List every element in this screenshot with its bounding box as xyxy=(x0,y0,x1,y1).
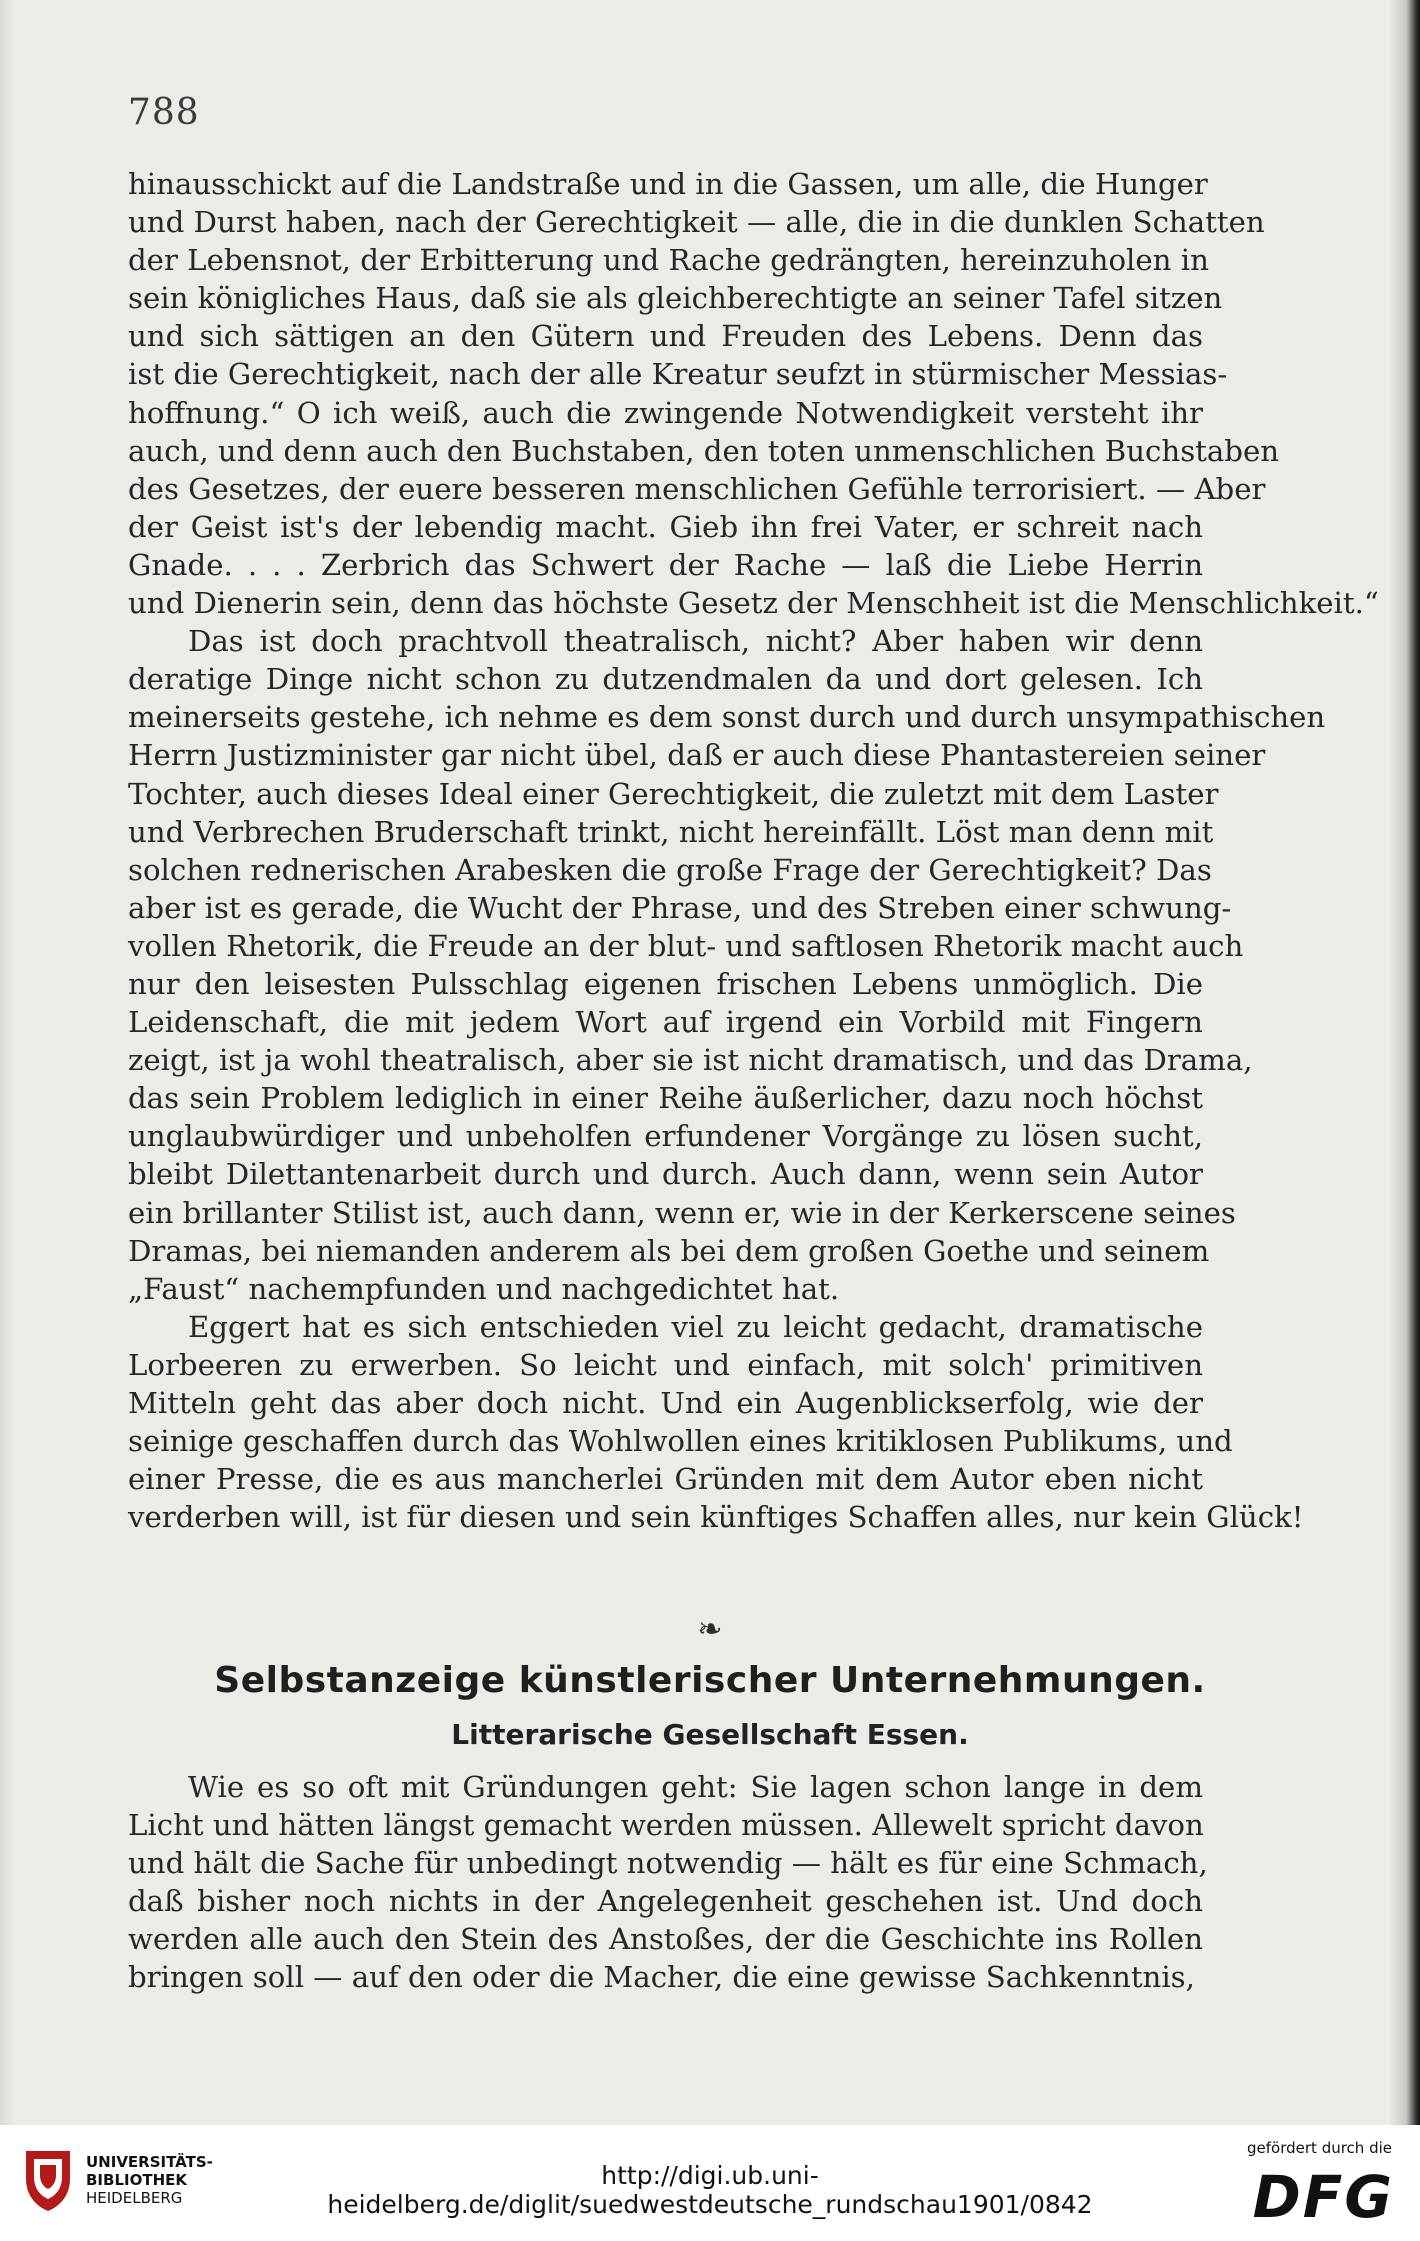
scan-right-edge xyxy=(1386,0,1420,2125)
text-line: der Lebensnot, der Erbitterung und Rache gedrängten, hereinzuholen in xyxy=(128,243,1209,278)
text-line: deratige Dinge nicht schon zu dutzendmalen da und dort gelesen. Ich xyxy=(128,662,1203,697)
text-line: bleibt Dilettantenarbeit durch und durch. Auch dann, wenn sein Autor xyxy=(128,1157,1203,1192)
page-number: 788 xyxy=(128,92,200,133)
text-line: werden alle auch den Stein des Anstoßes, der die Geschichte ins Rollen xyxy=(128,1922,1203,1957)
paragraph xyxy=(128,1308,1304,1537)
text-line: hoffnung.“ O ich weiß, auch die zwingende Notwendigkeit versteht ihr xyxy=(128,395,1203,430)
text-line: ist die Gerechtigkeit, nach der alle Kreatur seufzt in stürmischer Messias- xyxy=(128,357,1228,392)
text-line: Lorbeeren zu erwerben. So leicht und einfach, mit solch' primitiven xyxy=(128,1347,1203,1382)
text-line: vollen Rhetorik, die Freude an der blut- und saftlosen Rhetorik macht auch xyxy=(128,928,1244,963)
text-line: und Verbrechen Bruderschaft trinkt, nicht hereinfällt. Löst man denn mit xyxy=(128,814,1214,849)
section-subtitle: Litterarische Gesellschaft Essen. xyxy=(451,1718,969,1751)
text-line: unglaubwürdiger und unbeholfen erfundener Vorgänge zu lösen sucht, xyxy=(128,1119,1203,1154)
body-text-main xyxy=(128,165,1379,1536)
text-line: und hält die Sache für unbedingt notwendig — hält es für eine Schmach, xyxy=(128,1846,1208,1881)
funding-caption: gefördert durch die xyxy=(1247,2139,1392,2157)
text-line: aber ist es gerade, die Wucht der Phrase, und des Streben einer schwung- xyxy=(128,890,1232,925)
text-line: sein königliches Haus, daß sie als gleichberechtigte an seiner Tafel sitzen xyxy=(128,281,1223,316)
text-line: seinige geschaffen durch das Wohlwollen eines kritiklosen Publikums, und xyxy=(128,1424,1233,1459)
text-line: hinausschickt auf die Landstraße und in die Gassen, um alle, die Hunger xyxy=(128,167,1208,201)
text-line: ein brillanter Stilist ist, auch dann, wenn er, wie in der Kerkerscene seines xyxy=(128,1195,1236,1230)
scan-left-edge xyxy=(0,0,14,2125)
text-line: Tochter, auch dieses Ideal einer Gerechtigkeit, die zuletzt mit dem Laster xyxy=(128,776,1219,811)
text-line: das sein Problem lediglich in einer Reihe äußerlicher, dazu noch höchst xyxy=(128,1081,1203,1116)
text-line: Eggert hat es sich entschieden viel zu leicht gedacht, dramatische xyxy=(188,1309,1203,1344)
text-line: und sich sättigen an den Gütern und Freuden des Lebens. Denn das xyxy=(128,319,1203,354)
library-name-line1: UNIVERSITÄTS- xyxy=(86,2153,213,2171)
text-line: solchen rednerischen Arabesken die große Frage der Gerechtigkeit? Das xyxy=(128,852,1212,887)
text-line: meinerseits gestehe, ich nehme es dem sonst durch und durch unsympathischen xyxy=(128,700,1326,735)
text-line: Mitteln geht das aber doch nicht. Und ein Augenblickserfolg, wie der xyxy=(128,1386,1203,1420)
viewer-footer xyxy=(0,2125,1420,2241)
text-line: nur den leisesten Pulsschlag eigenen frischen Lebens unmöglich. Die xyxy=(128,966,1203,1001)
text-line: daß bisher noch nichts in der Angelegenheit geschehen ist. Und doch xyxy=(128,1884,1203,1919)
text-line: der Geist ist's der lebendig macht. Gieb ihn frei Vater, er schreit nach xyxy=(128,509,1203,544)
text-line: Leidenschaft, die mit jedem Wort auf irgend ein Vorbild mit Fingern xyxy=(128,1005,1203,1040)
section-title: Selbstanzeige künstlerischer Unternehmungen. xyxy=(214,1660,1206,1701)
text-line: des Gesetzes, der euere besseren menschlichen Gefühle terrorisiert. — Aber xyxy=(128,471,1266,506)
text-line: und Durst haben, nach der Gerechtigkeit — alle, die in die dunklen Schatten xyxy=(128,205,1265,240)
section-ornament: ❧ xyxy=(697,1612,723,1647)
text-line: Gnade. . . . Zerbrich das Schwert der Rache — laß die Liebe Herrin xyxy=(128,547,1203,582)
library-name xyxy=(86,2153,213,2207)
text-line: Wie es so oft mit Gründungen geht: Sie lagen schon lange in dem xyxy=(188,1770,1203,1804)
text-line: einer Presse, die es aus mancherlei Gründen mit dem Autor eben nicht xyxy=(128,1462,1203,1497)
paragraph xyxy=(128,622,1326,1308)
text-line: Dramas, bei niemanden anderem als bei dem großen Goethe und seinem xyxy=(128,1233,1210,1268)
text-line: Herrn Justizminister gar nicht übel, daß er auch diese Phantastereien seiner xyxy=(128,738,1266,773)
dfg-logo: DFG xyxy=(1252,2163,1394,2231)
body-text-section xyxy=(128,1768,1208,1997)
university-seal-icon xyxy=(18,2145,78,2215)
text-line: verderben will, ist für diesen und sein künftiges Schaffen alles, nur kein Glück! xyxy=(128,1500,1304,1535)
text-line: Das ist doch prachtvoll theatralisch, nicht? Aber haben wir denn xyxy=(188,624,1203,659)
text-line: und Dienerin sein, denn das höchste Gesetz der Menschheit ist die Menschlichkeit.“ xyxy=(128,586,1379,621)
library-name-line2: BIBLIOTHEK xyxy=(86,2171,187,2189)
text-line: bringen soll — auf den oder die Macher, die eine gewisse Sachkenntnis, xyxy=(128,1960,1195,1995)
text-line: zeigt, ist ja wohl theatralisch, aber sie ist nicht dramatisch, und das Drama, xyxy=(128,1043,1253,1078)
library-name-line3: HEIDELBERG xyxy=(86,2189,183,2207)
paragraph xyxy=(128,165,1379,622)
text-line: Licht und hätten längst gemacht werden müssen. Allewelt spricht davon xyxy=(128,1808,1204,1843)
paragraph xyxy=(128,1768,1208,1997)
source-url-link[interactable]: http://digi.ub.uni-heidelberg.de/diglit/suedwestdeutsche_rundschau1901/0842 xyxy=(327,2161,1093,2219)
text-line: auch, und denn auch den Buchstaben, den toten unmenschlichen Buchstaben xyxy=(128,433,1280,468)
text-line: „Faust“ nachempfunden und nachgedichtet hat. xyxy=(128,1271,840,1306)
